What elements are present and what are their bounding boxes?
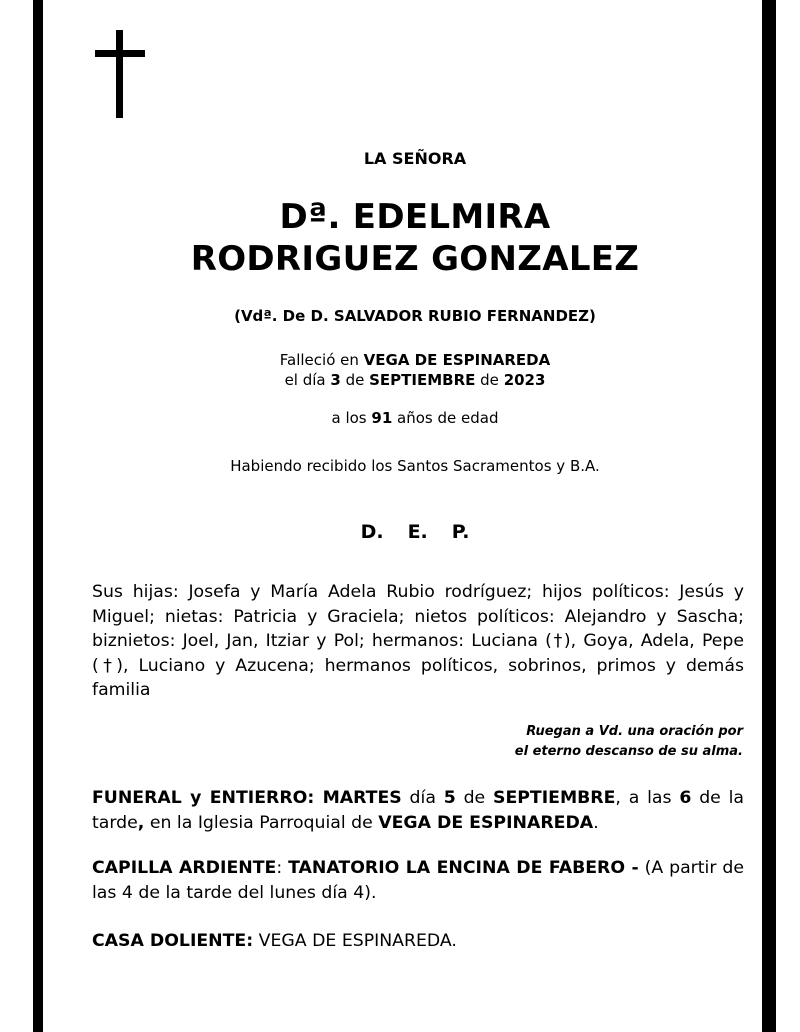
right-border	[762, 0, 776, 1032]
death-year: 2023	[503, 371, 546, 389]
prayer-request: Ruegan a Vd. una oración por el eterno descanso de su alma.	[514, 724, 743, 759]
cross-icon	[95, 30, 145, 120]
age-years: 91	[371, 409, 393, 427]
death-place: VEGA DE ESPINAREDA	[363, 351, 551, 369]
sacraments-line: Habiendo recibido los Santos Sacramentos y B.A.	[230, 457, 600, 475]
name-line-2: RODRIGUEZ GONZALEZ	[190, 239, 640, 279]
funeral-paragraph: FUNERAL y ENTIERRO: MARTES día 5 de SEPTIEMBRE, a las 6 de la tarde, en la Iglesia Parroquial de VEGA DE ESPINAREDA.	[92, 788, 744, 833]
heading: LA SEÑORA	[363, 149, 467, 168]
spouse-line: (Vdª. De D. SALVADOR RUBIO FERNANDEZ)	[234, 307, 596, 325]
death-month: SEPTIEMBRE	[369, 371, 476, 389]
dep-line: D. E. P.	[360, 521, 470, 543]
age-line: a los 91 años de edad	[331, 409, 499, 427]
left-border	[33, 0, 43, 1032]
death-day: 3	[330, 371, 341, 389]
capilla-paragraph: CAPILLA ARDIENTE: TANATORIO LA ENCINA DE FABERO - (A partir de las 4 de la tarde del lunes día 4).	[92, 858, 744, 903]
casa-paragraph: CASA DOLIENTE: VEGA DE ESPINAREDA.	[92, 931, 457, 951]
death-info: Falleció en VEGA DE ESPINAREDA el día 3 de SEPTIEMBRE de 2023	[279, 351, 551, 389]
deceased-name	[80, 196, 750, 280]
family-paragraph: Sus hijas: Josefa y María Adela Rubio rodríguez; hijos políticos: Jesús y Miguel; nietas: Patricia y Graciela; nietos políticos: Alejandro y Sascha; biznietos: Joel, Jan, Itziar y Pol; hermanos: Luciana (†), Goya, Adela, Pepe (†), Luciano y Azucena; hermanos políticos, sobrinos, primos y demás familia	[92, 582, 744, 700]
name-line-1: Dª. EDELMIRA	[279, 197, 551, 237]
